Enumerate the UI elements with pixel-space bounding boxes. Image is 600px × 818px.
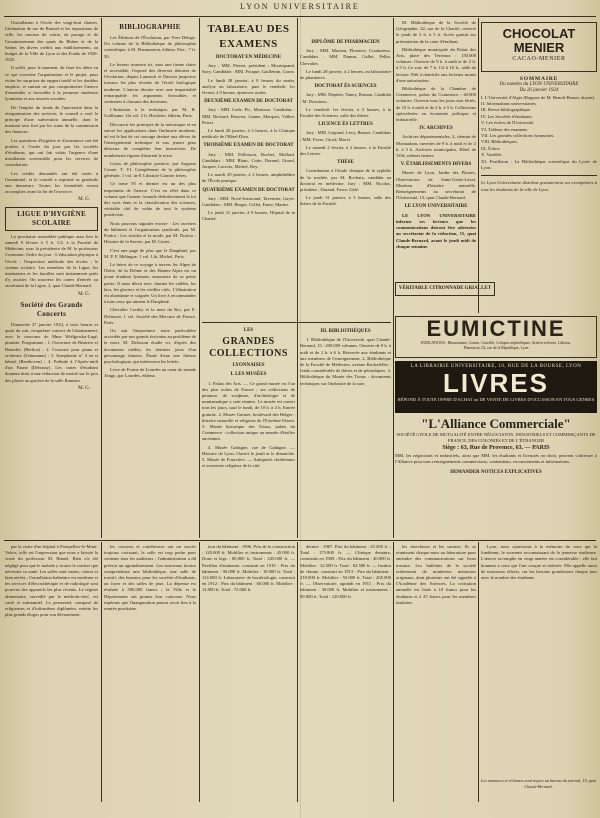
article-text: Dimanche 27 janvier 1924, à trois heures et quart du soir, cinquième concert de l'abonnement, avec le concours de Mme Wiélgorska-Lagé, pianiste. Programme : 1. Ouverture de Béatrice et Benedict (Berlioz) ; 2. Concerto pour piano et orchestre (Schumann) ; 3. Symphonie n° 4 en si bémol (Beethoven) ; 4. Prélude à l'Après-midi d'un Faune (Debussy). Les cartes d'étudiant donnent droit à une réduction de moitié sur le prix des places au guichet de la salle Rameau. [5, 321, 98, 383]
article-text: les concerts et conférences ont un succès toujours croissant, la salle est trop petite pour contenir tous les auditeurs ; l'administration a dû prévoir un agrandissement. Les nouveaux locaux comprendront une bibliothèque, une salle de travail, des bureaux pour les sociétés d'étudiants, un foyer et des salles de jeux. La dépense est évaluée à 500.000 francs ; la Ville et le Département ont promis leur concours. Nous espérons que l'inauguration pourra avoir lieu à la rentrée prochaine. [104, 544, 196, 612]
ad-alliance-sub: SOCIÉTÉ CIVILE DE MUTUALITÉ ENTRE NÉGOCIANTS, INDUSTRIELS ET COMMERÇANTS DE FRANCE, DES COLONIES ET DE L'ÉTRANGER [396, 432, 596, 443]
exam-text: Jury : MM. Legrand, Lévy, Brunot. Candidats : MM. Favre, Girod, Morel. [300, 130, 391, 142]
bottom-column-3 [202, 544, 295, 802]
column-divider [478, 542, 479, 802]
ad-alliance-address: Siège : 63, Rue de Provence, 63. — PARIS [442, 445, 550, 451]
collections-subheading: LYONNAISES [232, 363, 265, 369]
article-text: Ce tome VI et dernier est un des plus importants de l'œuvre. C'est en effet dans ce volume que l'auteur formule définitivement la loi des trois états et la classification des sciences, véritable clef de voûte de tout le système positiviste. [104, 181, 196, 218]
exam-text: Le vendredi 1er février, à 3 heures, à la Faculté des Sciences, salle des thèses. [300, 106, 391, 119]
article-text: Le lecteur trouvera ici, sous une forme claire et accessible, l'exposé des diverses théories de l'évolution, depuis Lamarck et Darwin jusqu'aux travaux les plus récents de l'école biologique moderne. L'auteur discute avec une impartialité remarquable les arguments favorables et contraires à chacune des doctrines. [104, 61, 196, 105]
article-text: Les questions d'hygiène et d'assistance ont été portées à l'ordre du jour par les sociétés d'étudiants, qui ont fait valoir l'urgence d'une installation convenable pour les services de consultation. [5, 137, 98, 168]
article-text: Il suffit, pour le moment, de fixer les idées en ce qui concerne l'organisation et le projet, pour éviter les surprises du rapport tardif et les doubles emplois, et surtout ne pas compromettre l'œuvre d'ensemble si favorable à la jeunesse studieuse lyonnaise et aux œuvres sociales. [5, 65, 98, 102]
ad-livres [395, 361, 597, 413]
exam-text: Le jeudi 31 janvier, à 5 heures, salle des thèses de la Faculté. [300, 195, 391, 207]
article-text: De l'emploi du fonds de l'université dans la réorganisation des services, le conseil a voté le principe d'une subvention annuelle, dont le montant sera fixé par les soins de la commission des finances. [5, 104, 98, 135]
ad-alliance-text: MM. les négociants et industriels, ainsi que MM. les étudiants et licenciés en droit, peuvent s'adresser à l'Alliance pour tous renseignements commerciaux, contentieux, recouvrements et informations. [395, 453, 597, 464]
bottom-column-5 [396, 544, 476, 802]
bottom-column-2 [104, 544, 196, 802]
exam-text: Le samedi 2 février, à 2 heures, à la Faculté des Lettres. [300, 144, 391, 157]
ad-chocolat-line1: CHOCOLAT [502, 26, 576, 41]
exam-text: Jury : MM. Pollosson, Rochet, Mollard. Candidats : MM. Blanc, Cotte, Durand, Girard, Jacquet, Lacroix, Michel, Rey. [202, 151, 295, 170]
article-text: les chercheurs et les savants. Ils se réunissent chaque mois au laboratoire pour entendre des communications sur leurs travaux. Les bulletins de la société renferment de nombreux mémoires originaux, dont plusieurs ont été signalés à l'Académie des Sciences. La cotisation annuelle est fixée à 10 francs pour les étudiants et à 25 francs pour les membres titulaires. [396, 544, 476, 605]
ad-alliance-footer: DEMANDER NOTICES EXPLICATIVES [450, 470, 542, 475]
heading-examens: TABLEAU DES EXAMENS [207, 23, 290, 50]
article-text: C'est une page de plus que le Dauphiné, par M. P. F. Mélingue. 1 vol. Lib. Michel, Paris. [104, 247, 196, 259]
column-divider [393, 542, 394, 802]
collections-text: 1. Palais des Arts. — Ce grand musée est l'un des plus riches de France ; ses collections de peinture, de sculpture, d'archéologie et de numismatique y sont réunies. Le musée est ouvert tous les jours, sauf le lundi, de 10 h. à 4 h. Entrée gratuite. 2. Musée Guimet, boulevard des Belges : histoire naturelle et religions de l'Extrême-Orient. 3. Musée historique des Tissus, palais du Commerce : collection unique au monde d'étoffes anciennes. [202, 380, 295, 442]
ad-eumictine-title: EUMICTINE [426, 316, 566, 341]
article-text: dernier : 1907. Prix du bâtiment : 25.500 fr. ; Total : 175.800 fr. — Clinique dentaire, construite en 1909 : Prix du bâtiment : 40.000 fr. Mobilier : 22.500 fr. Total : 62.500 fr. — Institut de chimie, construit en 1913 : Prix du bâtiment : 210.000 fr. Mobilier : 55.000 fr. Total : 265.000 fr. — Observatoire, agrandi en 1911 : Prix du bâtiment : 30.000 fr. Mobilier et instruments : 90.000 fr. Total : 120.000 fr. [300, 544, 391, 599]
article-text: Lyon, nous ajouterons à la mémoire de ceux qui la fondèrent, le souvenir reconnaissant de la jeunesse studieuse. L'œuvre accomplie en vingt années est considérable ; elle fait honneur à ceux qui l'ont conçue et réalisée. Elle appelle aussi de nouveaux efforts, car les besoins grandissent chaque jour avec le nombre des étudiants. [481, 544, 597, 581]
column-divider [393, 18, 394, 538]
archives-text: Archives départementales, 2, chemin de Montauban, ouvertes de 9 h. à midi et de 2 h. à 5 h. Archives municipales, Hôtel de Ville, mêmes heures. [396, 134, 476, 159]
signature: M. G. [78, 291, 90, 297]
summary-item: II. Informations universitaires. [481, 101, 538, 107]
bottom-note: Les annonces et réclames sont reçues au bureau du journal, 15, quai Claude-Bernard. [480, 778, 597, 789]
summary-item: III. Revue bibliographique. [481, 107, 532, 113]
exam-text: Jury : MM. Depéret, Vaney, Roman. Candidat : M. Doncieux. [300, 92, 391, 104]
column-1 [5, 20, 98, 538]
article-text: Livre de Forme de Lourdes au cœur de monde Arago, par Lourdes, éditeur. [104, 367, 196, 379]
article-text: Nous pouvons signaler encore : Les ouvriers du bâtiment et l'organisation syndicale, par M. Poulot ; Les textiles et la mode, par M. Dufour ; Histoire de la Savoie, par M. Curtet. [104, 220, 196, 245]
bottom-column-4 [300, 544, 391, 802]
column-2 [104, 20, 196, 538]
article-text: tion du bâtiment : 1906. Prix de la construction : 120.000 fr. Mobilier et instruments : 45.000 fr. Dons et legs : 80.000 fr. Total : 245.000 fr. — Pavillon d'anatomie, construit en 1910 : Prix du bâtiment : 96.000 fr. Mobilier : 18.000 fr. Total : 114.000 fr. Laboratoire de bactériologie, construit en 1912 : Prix du bâtiment : 60.000 fr. Mobilier : 12.000 fr. Total : 72.000 fr. [202, 544, 295, 593]
ad-livres-bottom: RÉPOND À TOUTE OFFRE D'ACHAT ou DE VENTE DE LIVRES D'OCCASION EN TOUS GENRES [397, 397, 595, 402]
summary-item: X. Variétés. [481, 152, 503, 158]
exam-text: Le lundi 28 janvier, à 3 heures, à la Clinique médicale de l'Hôtel-Dieu. [202, 128, 295, 140]
exam-title: QUATRIÈME EXAMEN DE DOCTORAT [202, 187, 295, 193]
summary-item: VIII. Bibliothèques. [481, 139, 518, 145]
exam-text: Le lundi 28 janvier, à 8 heures du matin, analyse au laboratoire, puis le vendredi 1er février, à 9 heures, épreuves orales. [202, 77, 295, 96]
exam-title: DOCTORAT ÈS SCIENCES [314, 84, 377, 90]
exam-title: DOCTORAT EN MÉDECINE [215, 55, 282, 60]
summary-item: XI. Feuilleton : La Bibliothèque scientifique du Lycée de Lyon. [481, 158, 597, 171]
column-divider [101, 542, 102, 802]
lyon-universitaire-heading: LE LYON UNIVERSITAIRE [404, 204, 468, 210]
summary-item: IX. Échos. [481, 145, 501, 151]
summary-item: VII. Les grandes collections lyonnaises. [481, 133, 555, 139]
collections-section: III. BIBLIOTHÈQUES [320, 329, 371, 334]
column-divider [297, 542, 298, 802]
article-text: Chevalier Cordey et la mort du Roi, par E. Delasson. 1 vol. Société des Mercure de France, Paris. [104, 307, 196, 325]
column-divider [478, 18, 479, 313]
section-rule [202, 322, 391, 323]
archives-heading: IV. ARCHIVES [419, 126, 453, 132]
bottom-column-6 [481, 544, 597, 774]
summary-item: VI. Tableau des examens. [481, 126, 529, 132]
article-text: On sait l'importance toute particulière accordée par nos grands écrivains au problème de la mort. M. Delasson étudie ici, d'après des documents inédits, les derniers jours d'un personnage fameux. Étude d'une rare finesse psychologique, qui intéressera les lettrés. [104, 327, 196, 364]
article-text: Les Éditions de l'Évolution, par Yves Delage. Un volume de la Bibliothèque de philosophie scientifique, à M. Flammarion, éditeur. Prix : 7 fr. 50. [104, 35, 196, 59]
article-text: Les crédits demandés ont été votés à l'unanimité, et le conseil a exprimé sa gratitude aux donateurs. Toutes les formalités seront accomplies avant la fin de l'exercice. [5, 170, 98, 195]
ad-alliance-commerciale [395, 416, 597, 508]
column-divider [101, 18, 102, 538]
ad-alliance-title: "L'Alliance Commerciale" [421, 416, 571, 431]
summary-subtitle: Du numéro du LYON UNIVERSITAIRE [499, 82, 579, 88]
bottom-column-1 [5, 544, 98, 802]
article-text: l'installation à l'école des vingt-huit chaises, l'aliénation de rue de Bonnel et les réparations de ville, les travaux de voirie, de pavage et de l'assainissement des quais du Rhône et de la Saône, les divers crédits aux établissements, au budget de la Ville de Lyon et des Fonds de 1926-1925. [5, 20, 98, 63]
article-text: La prochaine assemblée publique aura lieu le samedi 9 février à 5 h. 1/2, à la Faculté de Médecine, sous la présidence de M. le professeur Courmont. Ordre du jour : L'éducation physique à l'école ; l'inspection médicale des écoles ; le cinéma scolaire. Les membres de la Ligue, les instituteurs et les familles sont instamment priés d'y assister. On trouvera les cartes d'entrée au secrétariat de la Ligue, 2, quai Claude-Bernard. [5, 233, 98, 289]
exam-text: Le lundi 28 janvier, à 2 heures, au laboratoire de pharmacie. [300, 68, 391, 81]
library-text: Bibliothèque de la Chambre de Commerce, palais du Commerce : 40.000 volumes. Ouverte tous les jours non fériés, de 10 h. à midi et de 2 h. à 5 h. Collections spécialisées en économie politique et industrielle. [396, 86, 476, 123]
collections-heading-small: LES [243, 328, 254, 333]
collections-section: I. LES MUSÉES [230, 372, 267, 378]
ad-eumictine-sub1: INDICATIONS : Rhumatisme, Goutte, Gravelle, Coliques néphrétiques, Artério-sclérose, Lithiase. [420, 341, 572, 345]
ad-eumictine [395, 316, 597, 358]
exam-title: LICENCE ÈS LETTRES [318, 122, 373, 128]
article-text: Cours de philosophie positive, par Auguste Comte. T. VI. Complément de la philosophie générale. 1 vol. in-8. Librairie Garnier frères. [104, 160, 196, 179]
article-text: Le héros de ce voyage à travers les Alpes de l'Isère, de la Drôme et des Hautes-Alpes est un jeune étudiant lyonnais, amoureux de sa petite patrie. Il nous décrit avec charme les vallées, les lacs, les glaciers et les vieilles cités. L'illustration est abondante et soignée. Un livre à recommander à tous ceux qui aiment le Dauphiné. [104, 261, 196, 305]
summary-item: V. Les écoles de l'Université. [481, 120, 535, 126]
exam-title: TROISIÈME EXAMEN DE DOCTORAT [203, 143, 294, 149]
library-text: M. Bibliothèque de la Société de Géographie, 22, rue de la Charité, ouverte le jeudi de 2 h. à 5 h. Accès gratuit sur présentation de la carte d'étudiant. [396, 20, 476, 44]
summary-title: SOMMAIRE [519, 76, 559, 82]
exam-text: Le mardi 29 janvier, à 2 heures, amphithéâtre de l'École pratique. [202, 172, 295, 184]
collections-text: 1. Bibliothèque de l'Université, quai Claude-Bernard, 15 : 200.000 volumes. Ouverte de 9 h. à midi et de 2 h. à 6 h. Réservée aux étudiants et aux membres de l'enseignement. 2. Bibliothèque de la Faculté de Médecine, avenue Rockefeller : fonds considérable de thèses et de périodiques. 3. Bibliothèque du Musée des Tissus : documents techniques sur l'industrie de la soie. [300, 337, 391, 386]
establishments-heading: V. ÉTABLISSEMENTS DIVERS [400, 162, 472, 168]
column-3 [202, 20, 295, 320]
collections-heading: GRANDES COLLECTIONS [209, 336, 288, 360]
column-sommaire [481, 76, 597, 311]
collections-column-b [300, 326, 391, 538]
exam-title: DEUXIÈME EXAMEN DE DOCTORAT [204, 99, 293, 105]
column-divider [199, 542, 200, 802]
ad-citronnade: VÉRITABLE CITRONNADE GRIALLET [395, 282, 495, 296]
masthead: LYON UNIVERSITAIRE [240, 2, 360, 11]
ad-eumictine-sub2: Pharmacie, 52, rue de la République, Lyon [463, 346, 529, 350]
column-divider [199, 18, 200, 538]
ad-livres-top: LA LIBRAIRIE UNIVERSITAIRE, 10, RUE DE LA BOURSE, LYON [410, 364, 582, 369]
heading-bibliographie: BIBLIOGRAPHIE [119, 23, 181, 31]
column-5 [396, 20, 476, 280]
ad-chocolat-line3: CACAO-MENIER [512, 56, 566, 62]
exam-text: Contribution à l'étude clinique de la syphilis de la trachée, par M. Rochaix, candidat au doctorat en médecine. Jury : MM. Nicolas, président ; Durand, Favre, Gâté. [300, 168, 391, 193]
exam-title: THÈSE [337, 160, 354, 166]
article-text: Découvrir les principes de la mécanique et en suivre les applications dans l'industrie moderne, tel est le but de cet ouvrage destiné aux élèves de l'enseignement technique et aux jeunes gens désireux de compléter leur instruction. De nombreuses figures illustrent le texte. [104, 121, 196, 158]
library-text: Bibliothèque municipale du Palais des Arts, place des Terreaux : 150.000 volumes. Ouverte de 9 h. à midi et de 2 h. à 5 h. Le soir, de 7 h. 1/2 à 10 h., salle de lecture. Prêt à domicile aux lecteurs munis d'une autorisation. [396, 46, 476, 83]
column-4 [300, 20, 391, 320]
paper-crease [300, 0, 301, 818]
ad-chocolat-line2: MENIER [513, 40, 565, 55]
ad-livres-title: LIVRES [443, 368, 549, 398]
collections-text: 4. Musée Gadagne, rue de Gadagne. — Histoire de Lyon. Ouvert le jeudi et le dimanche. 5. Musée de Fourvière. — Antiquités chrétiennes et souvenirs religieux de la cité. [202, 444, 295, 469]
lyon-universitaire-text: LE LYON UNIVERSITAIRE informe ses lecteurs que les communications doivent être adressées au secrétariat de la rédaction, 15, quai Claude-Bernard, avant le jeudi midi de chaque semaine. [396, 212, 476, 249]
exam-text: Jury : MM. Nové-Josserand, Tavernier, Gayet. Candidats : MM. Berger, Collet, Faure, Martin. [202, 195, 295, 208]
column-divider [297, 18, 298, 538]
ad-chocolat-menier [481, 22, 597, 72]
summary-item: IV. Les Sociétés d'étudiants. [481, 113, 533, 119]
summary-rule [481, 175, 597, 176]
signature: M. G. [78, 197, 90, 203]
signature: M. G. [78, 385, 90, 391]
exam-text: Jury : MM. Pierret, président ; Mouriquand, Savy. Candidats : MM. Fouque, Guillemin, Caron. [202, 63, 295, 75]
exam-title: DIPLÔME DE PHARMACIEN [311, 40, 380, 45]
summary-list [481, 95, 597, 172]
summary-date: Du 26 janvier 1924 [519, 88, 559, 94]
exam-text: Jury : MM. Moreau, Florence, Couturieux. Candidats : MM. Dumas, Gallet, Pellet, Chevalier. [300, 48, 391, 66]
summary-item: I. L'Université d'Alger (Rapport de M. Benoît-Barnet, doyen). [481, 94, 596, 100]
collections-column-a [202, 326, 295, 538]
exam-text: Le jeudi 31 janvier, à 9 heures, Hôpital de la Charité. [202, 210, 295, 222]
heading-concerts: Société des Grands Concerts [20, 300, 83, 318]
article-text: par la visite d'un hôpital à Pontpellier-le-Mont-Valois, telle est l'impression que nous a laissée la visite du professeur M. Hœnel. Rien n'a été négligé pour que le malade y trouve le confort que nécessite sa santé. Les salles sont vastes, claires et bien aérées ; l'installation balnéaire est moderne et les services d'électrothérapie et de radiologie sont pourvus des appareils les plus récents. Le régime alimentaire, surveillé par le médecin-chef, est varié et substantiel. Le personnel, composé de religieuses et d'infirmières diplômées, mérite les plus grands éloges pour son dévouement. [5, 544, 98, 618]
exam-text: Jury : MM. Cade, Pic, Mouisset. Candidats : MM. Richard, Bouvier, Ganne, Marquet, Vallier, Perret. [202, 107, 295, 125]
establishments-text: Musée de Lyon, Jardin des Plantes, Observatoire de Saint-Genis-Laval, Muséum d'histoire naturelle. Renseignements au secrétariat de l'Université, 15, quai Claude-Bernard. [396, 170, 476, 201]
heading-ligue: LIGUE D'HYGIÈNE SCOLAIRE [5, 207, 98, 231]
article-text: L'Initiation à la technique, par M. R. Guillaume. Un vol. 2 fr. Hachette, éditeur, Paris. [104, 107, 196, 119]
summary-footer: Le Lyon Universitaire distribue gratuitement ses exemplaires à tous les étudiants de la ville de Lyon. [481, 180, 597, 192]
